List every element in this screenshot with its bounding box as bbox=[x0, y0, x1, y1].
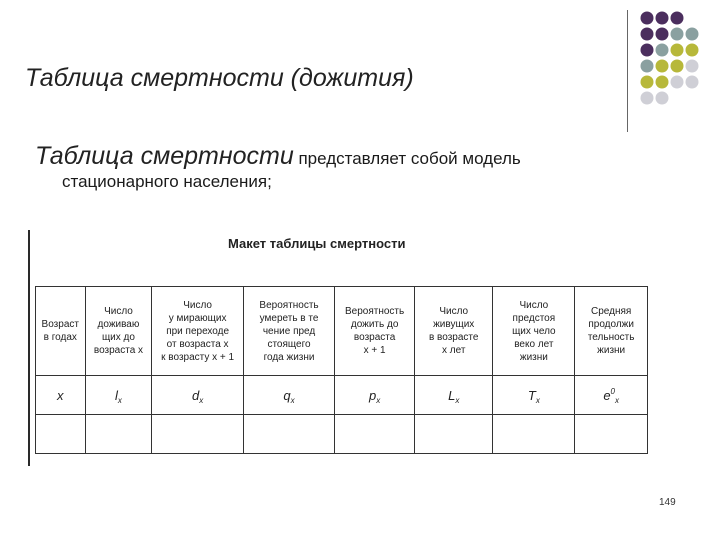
symbol-subscript: x bbox=[199, 395, 204, 405]
decor-dot bbox=[671, 28, 684, 41]
header-line: чение пред bbox=[262, 325, 316, 337]
symbol-base: q bbox=[283, 387, 291, 403]
header-cell bbox=[415, 287, 493, 376]
header-line: Вероятность bbox=[345, 306, 405, 317]
header-line: тельность bbox=[587, 332, 635, 343]
decor-dot bbox=[641, 92, 654, 105]
header-cell bbox=[335, 287, 415, 376]
header-line: x + 1 bbox=[363, 345, 386, 356]
decor-dot bbox=[641, 12, 654, 25]
empty-cell bbox=[415, 415, 493, 454]
symbol-cell bbox=[36, 376, 86, 415]
header-line: живущих bbox=[433, 319, 475, 330]
bullet-text: представляет собой модель bbox=[293, 149, 521, 168]
bullet-term: Таблица смертности bbox=[35, 142, 294, 170]
header-line: продолжи bbox=[588, 319, 634, 330]
decor-dot bbox=[641, 28, 654, 41]
header-line: Число bbox=[439, 306, 469, 317]
header-cell bbox=[493, 287, 575, 376]
empty-cell bbox=[152, 415, 243, 454]
decor-dot bbox=[686, 28, 699, 41]
header-line: веко лет bbox=[514, 338, 554, 350]
decor-dot bbox=[686, 44, 699, 57]
mortality-table bbox=[35, 286, 648, 454]
symbol-subscript: x bbox=[535, 395, 540, 405]
symbol-subscript: x bbox=[615, 395, 619, 405]
decor-dot bbox=[656, 92, 669, 105]
header-line: Средняя bbox=[591, 306, 632, 317]
header-cell bbox=[36, 287, 86, 376]
decor-dot bbox=[671, 44, 684, 57]
bullet-line-1 bbox=[35, 142, 521, 173]
decor-dot-grid bbox=[637, 10, 717, 125]
header-line: Число bbox=[183, 299, 212, 311]
decor-dot bbox=[641, 44, 654, 57]
header-line: возраста x bbox=[93, 345, 144, 356]
decor-dot bbox=[641, 76, 654, 89]
symbol-cell bbox=[415, 376, 493, 415]
header-line: стоящего bbox=[267, 338, 311, 350]
symbol-superscript: 0 bbox=[610, 386, 615, 396]
header-line: предстоя bbox=[512, 312, 556, 324]
header-cell bbox=[243, 287, 334, 376]
header-line: x лет bbox=[441, 345, 466, 356]
symbol-subscript: x bbox=[290, 395, 295, 405]
decor-dot bbox=[656, 76, 669, 89]
empty-cell bbox=[36, 415, 86, 454]
header-line: жизни bbox=[597, 345, 626, 356]
header-line: дожить до bbox=[350, 319, 399, 330]
empty-cell bbox=[335, 415, 415, 454]
mortality-table-figure bbox=[28, 230, 648, 470]
symbol-cell bbox=[85, 376, 152, 415]
symbol-base: T bbox=[527, 387, 536, 403]
symbol-cell bbox=[493, 376, 575, 415]
header-line: щих до bbox=[101, 332, 135, 343]
symbol-base: L bbox=[448, 387, 456, 403]
symbol-subscript: x bbox=[117, 395, 122, 405]
bullet-line-2: стационарного населения; bbox=[62, 172, 272, 191]
symbol-cell bbox=[243, 376, 334, 415]
symbol-subscript: x bbox=[455, 395, 460, 405]
header-line: умереть в те bbox=[259, 312, 319, 324]
decor-dot bbox=[686, 76, 699, 89]
slide-title: Таблица смертности (дожития) bbox=[25, 64, 414, 92]
decor-dot bbox=[671, 12, 684, 25]
decor-divider bbox=[627, 10, 628, 132]
decor-dot bbox=[656, 28, 669, 41]
header-line: Число bbox=[519, 299, 549, 311]
empty-cell bbox=[85, 415, 152, 454]
header-line: года жизни bbox=[263, 351, 315, 363]
figure-left-edge bbox=[28, 230, 30, 466]
empty-cell bbox=[243, 415, 334, 454]
header-cell bbox=[85, 287, 152, 376]
table-symbol-row bbox=[36, 376, 648, 415]
symbol-cell bbox=[152, 376, 243, 415]
decor-dot bbox=[641, 60, 654, 73]
decor-dot bbox=[686, 60, 699, 73]
symbol-subscript: x bbox=[376, 395, 381, 405]
header-cell bbox=[152, 287, 243, 376]
decor-dot bbox=[656, 12, 669, 25]
header-line: жизни bbox=[519, 351, 548, 363]
symbol-cell bbox=[335, 376, 415, 415]
header-line: от возраста x bbox=[166, 338, 229, 350]
header-line: доживаю bbox=[97, 319, 140, 330]
table-header-row bbox=[36, 287, 648, 376]
decor-dot bbox=[656, 60, 669, 73]
header-line: Возраст bbox=[41, 319, 79, 330]
empty-cell bbox=[493, 415, 575, 454]
table-empty-row bbox=[36, 415, 648, 454]
empty-cell bbox=[575, 415, 648, 454]
decor-dot bbox=[671, 60, 684, 73]
header-line: в возрасте bbox=[428, 332, 479, 343]
page-number: 149 bbox=[659, 497, 676, 508]
symbol-base: e bbox=[603, 387, 611, 403]
header-line: у мирающих bbox=[168, 312, 227, 324]
symbol-base: p bbox=[369, 387, 377, 403]
table-caption: Макет таблицы смертности bbox=[228, 236, 406, 251]
decor-dot bbox=[671, 76, 684, 89]
header-cell bbox=[575, 287, 648, 376]
symbol-base: d bbox=[192, 387, 200, 403]
header-line: Вероятность bbox=[259, 299, 319, 311]
header-line: щих чело bbox=[512, 325, 556, 337]
symbol-cell bbox=[575, 376, 648, 415]
decor-dot bbox=[656, 44, 669, 57]
header-line: при переходе bbox=[166, 325, 230, 337]
header-line: к возрасту x + 1 bbox=[161, 351, 235, 363]
header-line: Число bbox=[104, 306, 133, 317]
symbol-base: x bbox=[57, 387, 64, 403]
header-line: в годах bbox=[43, 332, 77, 343]
symbol-base: l bbox=[115, 387, 118, 403]
header-line: возраста bbox=[353, 332, 396, 343]
